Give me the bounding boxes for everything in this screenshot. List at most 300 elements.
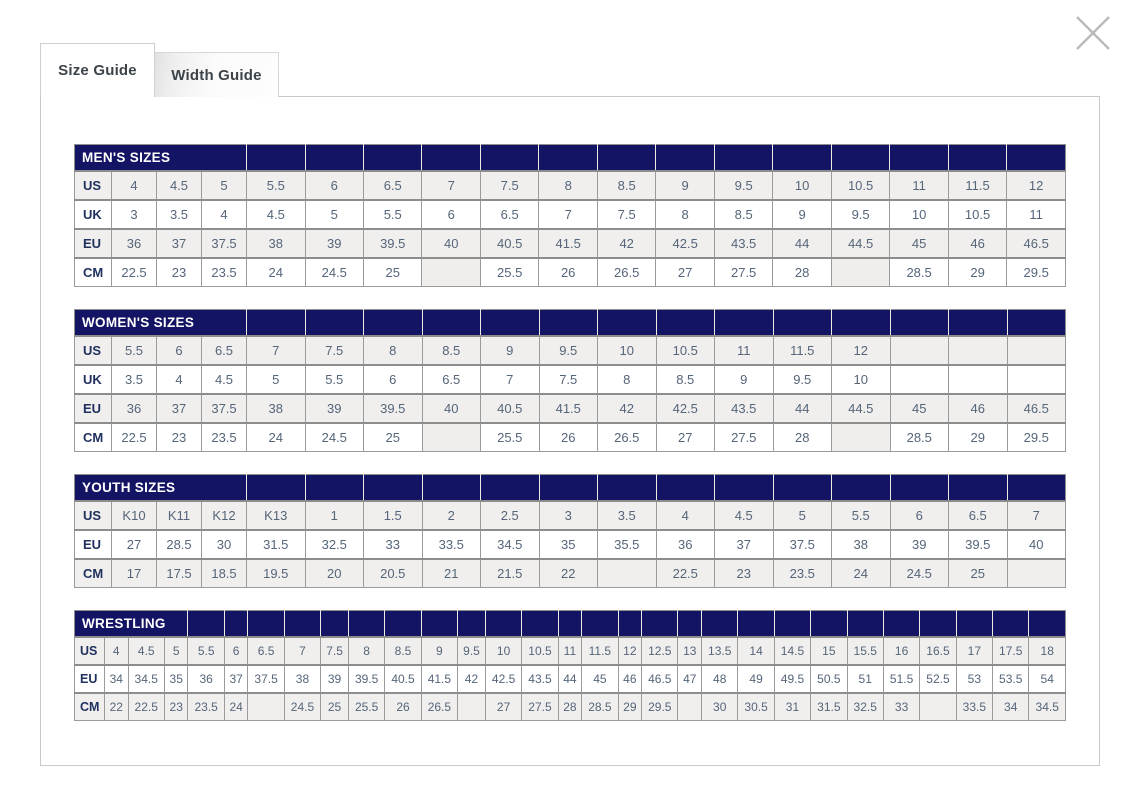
size-cell: 37.5 bbox=[248, 665, 284, 693]
tab-width-guide[interactable] bbox=[155, 52, 279, 97]
size-cell: 5 bbox=[773, 501, 832, 530]
size-cell bbox=[949, 336, 1008, 365]
size-cell: 7 bbox=[284, 637, 320, 665]
table-wrestling bbox=[74, 610, 1066, 721]
header-cell bbox=[831, 145, 889, 171]
size-cell: 30 bbox=[702, 693, 738, 721]
size-cell: 42.5 bbox=[656, 394, 715, 423]
size-cell: 25 bbox=[364, 423, 423, 452]
size-cell: 8 bbox=[348, 637, 384, 665]
header-cell bbox=[598, 310, 657, 336]
header-cell bbox=[458, 611, 486, 637]
table-title: MEN'S SIZES bbox=[75, 145, 247, 171]
table-header-row bbox=[75, 475, 1066, 501]
header-cell bbox=[618, 611, 642, 637]
header-cell bbox=[883, 611, 919, 637]
size-cell: 46 bbox=[949, 394, 1008, 423]
table-row bbox=[75, 501, 1066, 530]
size-cell: 4 bbox=[105, 637, 129, 665]
size-cell: 22 bbox=[105, 693, 129, 721]
size-cell: 22.5 bbox=[128, 693, 164, 721]
tab-size-guide-label: Size Guide bbox=[58, 62, 137, 79]
size-cell: 4.5 bbox=[247, 200, 305, 229]
size-cell: 37.5 bbox=[202, 394, 247, 423]
size-cell: 35.5 bbox=[598, 530, 657, 559]
table-row bbox=[75, 637, 1066, 665]
size-cell: 51 bbox=[847, 665, 883, 693]
size-cell: 23 bbox=[157, 423, 202, 452]
size-cell: 15 bbox=[811, 637, 847, 665]
size-cell: 22.5 bbox=[112, 423, 157, 452]
header-cell bbox=[811, 611, 847, 637]
header-cell bbox=[321, 611, 349, 637]
size-cell: 38 bbox=[247, 394, 306, 423]
size-cell: 27.5 bbox=[714, 258, 772, 287]
size-cell: 33.5 bbox=[956, 693, 992, 721]
size-cell: 9 bbox=[773, 200, 831, 229]
table-row bbox=[75, 258, 1066, 287]
tab-bar bbox=[40, 43, 1100, 97]
table-youth-sizes bbox=[74, 474, 1066, 588]
table-row bbox=[75, 171, 1066, 200]
size-cell: 5.5 bbox=[188, 637, 224, 665]
size-cell: 43.5 bbox=[715, 394, 774, 423]
size-cell: 39.5 bbox=[364, 229, 422, 258]
size-cell: 12.5 bbox=[642, 637, 678, 665]
size-cell: 3.5 bbox=[598, 501, 657, 530]
size-cell: 8 bbox=[656, 200, 714, 229]
size-cell: 11.5 bbox=[948, 171, 1006, 200]
size-cell: 28 bbox=[773, 258, 831, 287]
table-row bbox=[75, 693, 1066, 721]
size-cell: 24.5 bbox=[284, 693, 320, 721]
header-cell bbox=[656, 310, 715, 336]
table-header-row bbox=[75, 611, 1066, 637]
size-tables bbox=[74, 144, 1066, 721]
size-cell: 27 bbox=[656, 258, 714, 287]
row-label: EU bbox=[75, 394, 112, 423]
header-cell bbox=[1007, 145, 1066, 171]
size-cell: 51.5 bbox=[883, 665, 919, 693]
size-cell: 25 bbox=[321, 693, 349, 721]
size-cell: 6 bbox=[890, 501, 949, 530]
header-cell bbox=[714, 145, 772, 171]
header-cell bbox=[248, 611, 284, 637]
table-row bbox=[75, 423, 1066, 452]
size-cell: 12 bbox=[618, 637, 642, 665]
size-cell: 4.5 bbox=[715, 501, 774, 530]
size-cell: 1 bbox=[305, 501, 364, 530]
size-cell: 42 bbox=[598, 394, 657, 423]
size-cell: 23.5 bbox=[202, 258, 247, 287]
size-cell: 31.5 bbox=[247, 530, 306, 559]
size-cell: 28.5 bbox=[890, 258, 948, 287]
size-cell: 9.5 bbox=[539, 336, 598, 365]
size-cell bbox=[890, 365, 949, 394]
size-cell: 6.5 bbox=[202, 336, 247, 365]
header-cell bbox=[558, 611, 582, 637]
size-cell: 28.5 bbox=[582, 693, 618, 721]
header-cell bbox=[539, 475, 598, 501]
size-cell bbox=[458, 693, 486, 721]
size-cell: 6 bbox=[157, 336, 202, 365]
size-cell: 32.5 bbox=[847, 693, 883, 721]
size-cell: 23.5 bbox=[773, 559, 832, 588]
size-cell: 38 bbox=[284, 665, 320, 693]
header-cell bbox=[480, 145, 538, 171]
size-cell: 26 bbox=[539, 423, 598, 452]
size-cell: 24 bbox=[247, 258, 305, 287]
size-cell: 21 bbox=[422, 559, 481, 588]
size-cell: 25.5 bbox=[480, 258, 538, 287]
header-cell bbox=[773, 145, 831, 171]
header-cell bbox=[715, 310, 774, 336]
size-cell: 24.5 bbox=[305, 258, 363, 287]
size-cell: 41.5 bbox=[539, 394, 598, 423]
header-cell bbox=[715, 475, 774, 501]
header-cell bbox=[948, 145, 1006, 171]
table-title: WRESTLING bbox=[75, 611, 188, 637]
size-cell: 21.5 bbox=[481, 559, 540, 588]
size-cell: 39.5 bbox=[949, 530, 1008, 559]
header-cell bbox=[656, 145, 714, 171]
size-cell: 14 bbox=[738, 637, 774, 665]
size-cell: 7 bbox=[481, 365, 540, 394]
size-cell: 8 bbox=[539, 171, 597, 200]
size-cell: 29 bbox=[618, 693, 642, 721]
size-cell: 46.5 bbox=[1007, 229, 1066, 258]
row-label: UK bbox=[75, 200, 112, 229]
header-cell bbox=[348, 611, 384, 637]
size-cell: 5.5 bbox=[832, 501, 891, 530]
size-cell: 23 bbox=[164, 693, 188, 721]
size-cell: 23 bbox=[157, 258, 202, 287]
header-cell bbox=[956, 611, 992, 637]
size-cell: 10 bbox=[598, 336, 657, 365]
size-cell: 4 bbox=[202, 200, 247, 229]
size-cell: 36 bbox=[188, 665, 224, 693]
size-cell: 37 bbox=[157, 394, 202, 423]
header-cell bbox=[422, 145, 480, 171]
tab-size-guide[interactable] bbox=[40, 43, 155, 97]
row-label: US bbox=[75, 336, 112, 365]
size-cell: 26 bbox=[385, 693, 421, 721]
size-cell: 17.5 bbox=[993, 637, 1029, 665]
header-cell bbox=[949, 475, 1008, 501]
size-cell: 8.5 bbox=[656, 365, 715, 394]
size-cell: 7.5 bbox=[305, 336, 364, 365]
size-cell: 30.5 bbox=[738, 693, 774, 721]
size-cell: 10 bbox=[890, 200, 948, 229]
header-cell bbox=[1029, 611, 1066, 637]
size-cell: 10.5 bbox=[948, 200, 1006, 229]
size-cell: 32.5 bbox=[305, 530, 364, 559]
size-cell: 6.5 bbox=[422, 365, 481, 394]
header-cell bbox=[582, 611, 618, 637]
size-cell: 29.5 bbox=[642, 693, 678, 721]
size-cell: 45 bbox=[890, 229, 948, 258]
header-cell bbox=[305, 145, 363, 171]
size-cell: 3 bbox=[539, 501, 598, 530]
size-cell: 7 bbox=[247, 336, 306, 365]
size-cell: 8.5 bbox=[385, 637, 421, 665]
size-cell bbox=[1007, 559, 1066, 588]
size-cell: 27.5 bbox=[715, 423, 774, 452]
size-cell: 36 bbox=[656, 530, 715, 559]
size-cell: 35 bbox=[539, 530, 598, 559]
size-cell: 40 bbox=[1007, 530, 1066, 559]
row-label: CM bbox=[75, 423, 112, 452]
size-cell: 11 bbox=[890, 171, 948, 200]
size-cell: 12 bbox=[832, 336, 891, 365]
size-cell: 4.5 bbox=[202, 365, 247, 394]
size-cell: 22.5 bbox=[656, 559, 715, 588]
size-cell: 42 bbox=[597, 229, 655, 258]
size-cell: 28.5 bbox=[890, 423, 949, 452]
header-cell bbox=[702, 611, 738, 637]
size-cell: 5 bbox=[305, 200, 363, 229]
size-cell: 17.5 bbox=[157, 559, 202, 588]
size-cell: 29.5 bbox=[1007, 423, 1066, 452]
size-cell: 9.5 bbox=[458, 637, 486, 665]
table-title: WOMEN'S SIZES bbox=[75, 310, 247, 336]
size-cell: 26.5 bbox=[421, 693, 457, 721]
size-cell: 3.5 bbox=[157, 200, 202, 229]
header-cell bbox=[305, 475, 364, 501]
size-cell: 39 bbox=[890, 530, 949, 559]
table-mens-sizes bbox=[74, 144, 1066, 287]
size-cell: 7.5 bbox=[597, 200, 655, 229]
size-cell: 11.5 bbox=[582, 637, 618, 665]
size-cell: 34.5 bbox=[481, 530, 540, 559]
header-cell bbox=[305, 310, 364, 336]
size-cell bbox=[248, 693, 284, 721]
header-cell bbox=[422, 475, 481, 501]
size-cell: 24 bbox=[247, 423, 306, 452]
size-cell bbox=[678, 693, 702, 721]
size-cell: 24.5 bbox=[305, 423, 364, 452]
row-label: UK bbox=[75, 365, 112, 394]
header-cell bbox=[247, 475, 306, 501]
header-cell bbox=[597, 145, 655, 171]
size-cell: 35 bbox=[164, 665, 188, 693]
size-cell: 9 bbox=[715, 365, 774, 394]
header-cell bbox=[774, 611, 810, 637]
size-cell: 7.5 bbox=[321, 637, 349, 665]
header-cell bbox=[422, 310, 481, 336]
size-cell: 2.5 bbox=[481, 501, 540, 530]
size-cell: 40 bbox=[422, 229, 480, 258]
size-cell: 25 bbox=[949, 559, 1008, 588]
header-cell bbox=[738, 611, 774, 637]
size-cell: 43.5 bbox=[522, 665, 558, 693]
size-cell: 38 bbox=[247, 229, 305, 258]
size-cell: 23 bbox=[715, 559, 774, 588]
size-cell: 31.5 bbox=[811, 693, 847, 721]
header-cell bbox=[920, 611, 956, 637]
size-cell: 27 bbox=[485, 693, 521, 721]
header-cell bbox=[949, 310, 1008, 336]
row-label: US bbox=[75, 171, 112, 200]
size-cell: 33.5 bbox=[422, 530, 481, 559]
size-cell: 25.5 bbox=[348, 693, 384, 721]
table-row bbox=[75, 200, 1066, 229]
table-header-row bbox=[75, 145, 1066, 171]
size-cell: 49.5 bbox=[774, 665, 810, 693]
size-cell: K11 bbox=[157, 501, 202, 530]
size-cell: 50.5 bbox=[811, 665, 847, 693]
size-cell: 41.5 bbox=[539, 229, 597, 258]
size-cell: 44 bbox=[558, 665, 582, 693]
size-cell: 24 bbox=[832, 559, 891, 588]
table-row bbox=[75, 229, 1066, 258]
header-cell bbox=[481, 475, 540, 501]
size-cell: 47 bbox=[678, 665, 702, 693]
size-cell: 24.5 bbox=[890, 559, 949, 588]
header-cell bbox=[247, 145, 305, 171]
header-cell bbox=[773, 475, 832, 501]
size-cell: 7 bbox=[422, 171, 480, 200]
size-cell: 11 bbox=[715, 336, 774, 365]
size-cell: 7 bbox=[1007, 501, 1066, 530]
header-cell bbox=[364, 475, 423, 501]
size-cell: 42.5 bbox=[485, 665, 521, 693]
size-cell: 53 bbox=[956, 665, 992, 693]
size-cell: 37 bbox=[157, 229, 202, 258]
size-cell: 39 bbox=[321, 665, 349, 693]
table-row bbox=[75, 559, 1066, 588]
size-cell: 9 bbox=[656, 171, 714, 200]
size-cell: 34.5 bbox=[128, 665, 164, 693]
size-cell: 6.5 bbox=[364, 171, 422, 200]
size-cell bbox=[422, 258, 480, 287]
header-cell bbox=[539, 310, 598, 336]
size-cell: 6.5 bbox=[480, 200, 538, 229]
size-cell: 4 bbox=[656, 501, 715, 530]
header-cell bbox=[890, 145, 948, 171]
size-cell: 53.5 bbox=[993, 665, 1029, 693]
size-cell: 16 bbox=[883, 637, 919, 665]
size-cell: 17 bbox=[112, 559, 157, 588]
size-cell: 18.5 bbox=[202, 559, 247, 588]
size-cell: 1.5 bbox=[364, 501, 423, 530]
size-cell: 39 bbox=[305, 229, 363, 258]
size-cell: 28 bbox=[558, 693, 582, 721]
size-cell: 8.5 bbox=[714, 200, 772, 229]
size-cell: 8 bbox=[598, 365, 657, 394]
size-cell: 42 bbox=[458, 665, 486, 693]
size-cell: 27 bbox=[112, 530, 157, 559]
header-cell bbox=[364, 145, 422, 171]
size-cell: 34.5 bbox=[1029, 693, 1066, 721]
size-cell: 14.5 bbox=[774, 637, 810, 665]
size-cell: 10 bbox=[773, 171, 831, 200]
size-cell: 9.5 bbox=[831, 200, 889, 229]
size-cell: 5.5 bbox=[112, 336, 157, 365]
size-cell: 10.5 bbox=[522, 637, 558, 665]
size-cell: 44 bbox=[773, 229, 831, 258]
size-cell: 34 bbox=[105, 665, 129, 693]
size-cell: 38 bbox=[832, 530, 891, 559]
row-label: EU bbox=[75, 530, 112, 559]
size-cell: 41.5 bbox=[421, 665, 457, 693]
header-cell bbox=[522, 611, 558, 637]
size-cell: 4 bbox=[157, 365, 202, 394]
size-cell: 40.5 bbox=[385, 665, 421, 693]
header-cell bbox=[364, 310, 423, 336]
size-cell: 19.5 bbox=[247, 559, 306, 588]
size-cell: 17 bbox=[956, 637, 992, 665]
size-cell bbox=[920, 693, 956, 721]
size-cell: 44.5 bbox=[832, 394, 891, 423]
size-cell bbox=[1007, 365, 1066, 394]
size-cell: 4.5 bbox=[128, 637, 164, 665]
size-cell: 29 bbox=[949, 423, 1008, 452]
size-cell: 29 bbox=[948, 258, 1006, 287]
size-cell: 11.5 bbox=[773, 336, 832, 365]
table-row bbox=[75, 336, 1066, 365]
header-cell bbox=[481, 310, 540, 336]
size-cell bbox=[949, 365, 1008, 394]
size-cell: 36 bbox=[112, 229, 157, 258]
size-cell: 39 bbox=[305, 394, 364, 423]
size-cell: 46 bbox=[618, 665, 642, 693]
size-cell bbox=[890, 336, 949, 365]
size-cell: 13.5 bbox=[702, 637, 738, 665]
size-cell: 4.5 bbox=[157, 171, 202, 200]
header-cell bbox=[385, 611, 421, 637]
size-cell: 11 bbox=[1007, 200, 1066, 229]
size-cell: 44 bbox=[773, 394, 832, 423]
tab-width-guide-label: Width Guide bbox=[171, 66, 262, 84]
header-cell bbox=[1007, 475, 1066, 501]
size-cell: 10.5 bbox=[656, 336, 715, 365]
size-cell: 28.5 bbox=[157, 530, 202, 559]
size-cell: 6.5 bbox=[949, 501, 1008, 530]
table-row bbox=[75, 365, 1066, 394]
size-cell: 24 bbox=[224, 693, 248, 721]
size-cell: 31 bbox=[774, 693, 810, 721]
size-cell: 3 bbox=[112, 200, 157, 229]
size-cell: 33 bbox=[364, 530, 423, 559]
size-cell: 7 bbox=[539, 200, 597, 229]
size-cell: 27 bbox=[656, 423, 715, 452]
header-cell bbox=[284, 611, 320, 637]
size-guide-panel bbox=[40, 96, 1100, 766]
size-cell: 7.5 bbox=[480, 171, 538, 200]
size-cell bbox=[831, 258, 889, 287]
table-header-row bbox=[75, 310, 1066, 336]
size-cell: 5.5 bbox=[305, 365, 364, 394]
header-cell bbox=[832, 475, 891, 501]
size-cell: 16.5 bbox=[920, 637, 956, 665]
size-cell: 5.5 bbox=[364, 200, 422, 229]
size-cell: 10 bbox=[485, 637, 521, 665]
size-cell: 37 bbox=[224, 665, 248, 693]
size-cell: 4 bbox=[112, 171, 157, 200]
header-cell bbox=[421, 611, 457, 637]
size-cell: 40.5 bbox=[481, 394, 540, 423]
size-cell: 39.5 bbox=[364, 394, 423, 423]
size-cell: 37.5 bbox=[773, 530, 832, 559]
size-cell bbox=[598, 559, 657, 588]
size-cell: 23.5 bbox=[202, 423, 247, 452]
size-cell: K10 bbox=[112, 501, 157, 530]
size-cell: 49 bbox=[738, 665, 774, 693]
size-cell: 13 bbox=[678, 637, 702, 665]
header-cell bbox=[188, 611, 224, 637]
size-cell: 36 bbox=[112, 394, 157, 423]
